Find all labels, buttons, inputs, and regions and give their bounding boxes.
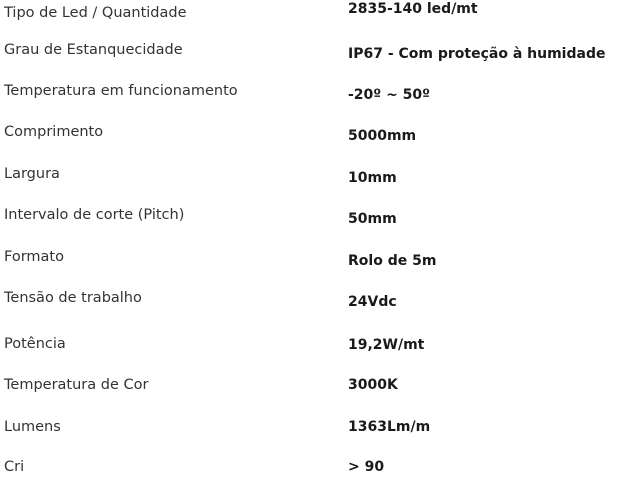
spec-label: Potência bbox=[4, 336, 66, 352]
spec-label: Temperatura de Cor bbox=[4, 377, 149, 393]
spec-value: 3000K bbox=[348, 377, 398, 393]
spec-row-cut-pitch bbox=[0, 207, 640, 227]
spec-label: Grau de Estanquecidade bbox=[4, 42, 183, 58]
spec-label: Formato bbox=[4, 249, 64, 265]
spec-value: 5000mm bbox=[348, 128, 417, 144]
spec-label: Lumens bbox=[4, 419, 61, 435]
spec-row-led-type bbox=[0, 1, 640, 24]
spec-label: Tensão de trabalho bbox=[4, 290, 142, 306]
spec-label: Comprimento bbox=[4, 124, 104, 140]
spec-row-waterproof bbox=[0, 42, 640, 62]
spec-value: > 90 bbox=[348, 459, 385, 475]
spec-value: 2835-140 led/mt bbox=[348, 1, 478, 17]
spec-label: Intervalo de corte (Pitch) bbox=[4, 207, 185, 223]
spec-value: 24Vdc bbox=[348, 294, 397, 310]
spec-label: Temperatura em funcionamento bbox=[4, 83, 238, 99]
spec-value: IP67 - Com proteção à humidade bbox=[348, 46, 606, 62]
spec-label: Cri bbox=[4, 459, 25, 475]
spec-row-power bbox=[0, 336, 640, 356]
spec-row-voltage bbox=[0, 290, 640, 310]
spec-row-lumens bbox=[0, 419, 640, 439]
spec-label: Largura bbox=[4, 166, 60, 182]
spec-row-operating-temp bbox=[0, 83, 640, 103]
spec-value: 1363Lm/m bbox=[348, 419, 431, 435]
spec-value: -20º ~ 50º bbox=[348, 87, 431, 103]
spec-value: Rolo de 5m bbox=[348, 253, 437, 269]
spec-value: 50mm bbox=[348, 211, 397, 227]
spec-label: Tipo de Led / Quantidade bbox=[4, 5, 187, 21]
spec-row-length bbox=[0, 124, 640, 144]
spec-row-cri bbox=[0, 459, 640, 479]
spec-value: 10mm bbox=[348, 170, 397, 186]
spec-row-width bbox=[0, 166, 640, 186]
spec-value: 19,2W/mt bbox=[348, 337, 425, 353]
spec-row-format bbox=[0, 249, 640, 269]
spec-row-color-temp bbox=[0, 377, 640, 397]
